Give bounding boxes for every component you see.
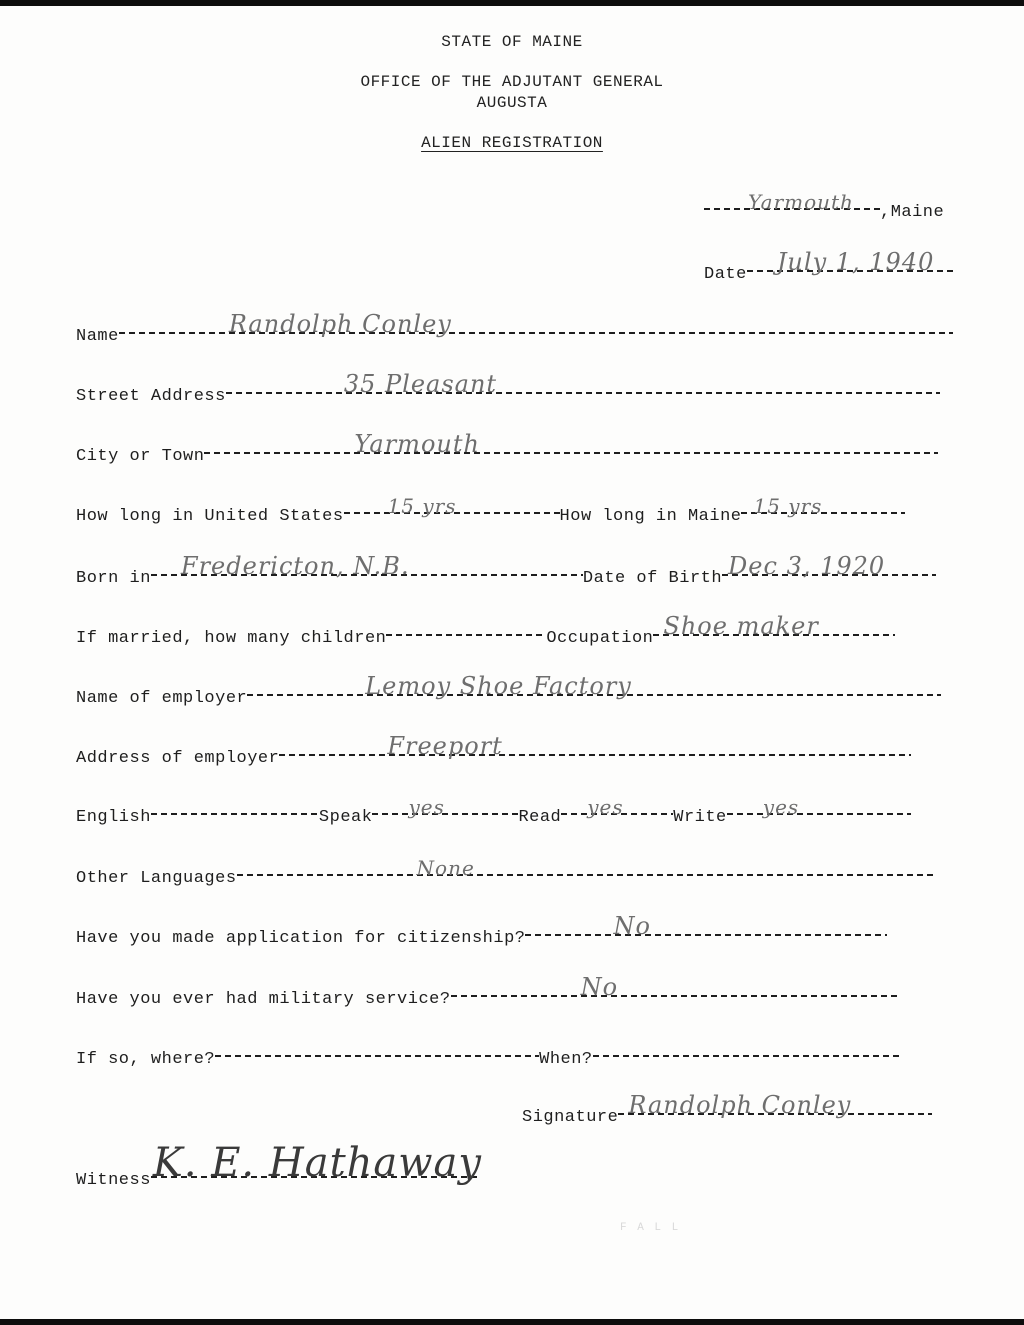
english-blank: [151, 799, 319, 821]
write-blank: [727, 795, 911, 821]
street-label: Street Address: [76, 387, 226, 406]
maine-label: How long in Maine: [559, 507, 742, 526]
maine-blank: [741, 494, 905, 520]
us-value: 15 yrs: [387, 494, 457, 518]
military-value: No: [580, 973, 619, 1001]
read-value: yes: [587, 795, 624, 819]
children-label: If married, how many children: [76, 629, 387, 648]
office-heading: OFFICE OF THE ADJUTANT GENERAL: [360, 73, 664, 91]
city-label: City or Town: [76, 447, 205, 466]
military-blank: [451, 973, 897, 1003]
born-value: Fredericton, N.B.: [180, 552, 410, 580]
street-value: 35 Pleasant: [343, 370, 498, 398]
signature-line: [522, 1091, 932, 1127]
read-blank: [561, 795, 673, 821]
birth-line: [76, 552, 936, 588]
scan-border-bottom: [0, 1319, 1024, 1325]
city-line: [76, 430, 938, 466]
speak-value: yes: [408, 795, 445, 819]
date-value: July 1, 1940: [776, 248, 935, 276]
town-line: [704, 190, 945, 222]
name-value: Randolph Conley: [228, 310, 452, 338]
speak-blank: [372, 795, 518, 821]
occupation-value: Shoe maker: [663, 612, 819, 640]
street-blank: [226, 370, 940, 400]
signature-value: Randolph Conley: [628, 1091, 852, 1119]
military-line: [76, 973, 897, 1009]
city-value: Yarmouth: [354, 430, 480, 458]
town-value: Yarmouth: [748, 190, 854, 214]
citizenship-value: No: [613, 912, 651, 940]
born-blank: [151, 552, 583, 582]
form-title: ALIEN REGISTRATION: [421, 134, 603, 152]
citizenship-label: Have you made application for citizenship?: [76, 929, 526, 948]
military-label: Have you ever had military service?: [76, 990, 451, 1009]
employer-address-line: [76, 732, 911, 768]
when-blank: [593, 1041, 901, 1063]
english-label: English: [76, 808, 151, 827]
date-label: Date: [704, 265, 747, 284]
occupation-blank: [653, 612, 895, 642]
us-label: How long in United States: [76, 507, 344, 526]
other-languages-value: None: [416, 856, 475, 880]
employer-label: Name of employer: [76, 689, 248, 708]
faint-stamp: F A L L: [620, 1222, 681, 1234]
witness-blank: [151, 1140, 482, 1186]
employer-address-blank: [279, 732, 911, 762]
town-suffix-label: ,Maine: [880, 203, 945, 222]
employer-value: Lemoy Shoe Factory: [365, 672, 632, 700]
dob-value: Dec 3, 1920: [728, 552, 886, 580]
write-value: yes: [762, 795, 800, 819]
children-blank: [386, 620, 546, 642]
citizenship-blank: [525, 912, 887, 942]
where-blank: [215, 1041, 539, 1063]
witness-value: K. E. Hathaway: [152, 1140, 482, 1186]
speak-label: Speak: [318, 808, 373, 827]
employer-line: [76, 672, 941, 708]
signature-blank: [618, 1091, 932, 1121]
scan-border-top: [0, 0, 1024, 6]
name-blank: [119, 310, 953, 340]
other-languages-label: Other Languages: [76, 869, 237, 888]
employer-address-label: Address of employer: [76, 749, 280, 768]
dob-blank: [722, 552, 936, 582]
name-line: [76, 310, 953, 346]
town-blank: [704, 190, 880, 216]
write-label: Write: [673, 808, 727, 827]
state-heading: STATE OF MAINE: [441, 33, 583, 51]
signature-label: Signature: [522, 1108, 619, 1127]
city-blank: [204, 430, 938, 460]
children-occupation-line: [76, 612, 895, 648]
where-label: If so, where?: [76, 1050, 216, 1069]
street-line: [76, 370, 940, 406]
english-line: [76, 795, 911, 827]
other-languages-blank: [237, 856, 935, 882]
date-blank: [747, 248, 953, 278]
when-label: When?: [539, 1050, 593, 1069]
citizenship-line: [76, 912, 887, 948]
witness-line: [76, 1140, 482, 1190]
read-label: Read: [518, 808, 562, 827]
us-blank: [344, 494, 560, 520]
city-heading: AUGUSTA: [476, 94, 548, 112]
born-label: Born in: [76, 569, 151, 588]
employer-blank: [247, 672, 941, 702]
name-label: Name: [76, 327, 119, 346]
employer-address-value: Freeport: [387, 732, 503, 760]
maine-value: 15 yrs: [753, 494, 823, 518]
residency-line: [76, 494, 905, 526]
witness-label: Witness: [76, 1171, 151, 1190]
dob-label: Date of Birth: [582, 569, 723, 588]
other-languages-line: [76, 856, 935, 888]
where-when-line: [76, 1041, 901, 1069]
date-line: [704, 248, 953, 284]
occupation-label: Occupation: [546, 629, 654, 648]
